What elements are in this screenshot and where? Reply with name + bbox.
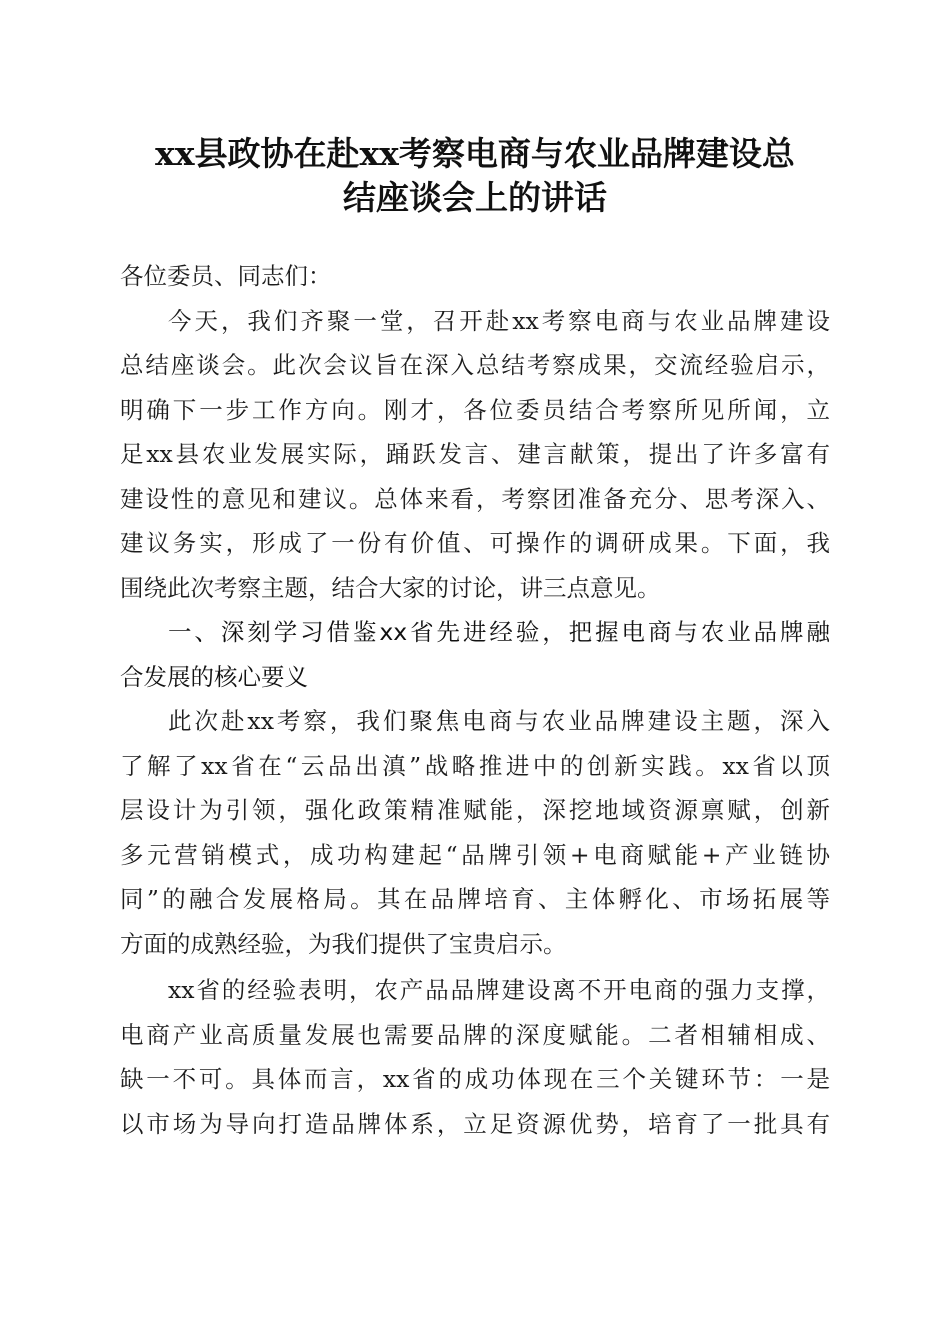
paragraph-line: 多元营销模式，成功构建起“品牌引领+电商赋能+产业链协 bbox=[120, 840, 830, 869]
title-line-1: xx县政协在赴xx考察电商与农业品牌建设总 bbox=[155, 134, 795, 173]
document-title bbox=[110, 132, 840, 220]
document-body bbox=[120, 254, 830, 1146]
paragraph-line: xx省的经验表明，农产品品牌建设离不开电商的强力支撑， bbox=[168, 976, 830, 1004]
section-heading-1 bbox=[120, 610, 830, 699]
paragraph-line: 层设计为引领，强化政策精准赋能，深挖地域资源禀赋，创新 bbox=[120, 796, 830, 824]
paragraph-line: 方面的成熟经验，为我们提供了宝贵启示。 bbox=[120, 929, 567, 958]
paragraph-line: 了解了xx省在“云品出滇”战略推进中的创新实践。xx省以顶 bbox=[120, 751, 830, 780]
paragraph-2 bbox=[120, 699, 830, 966]
paragraph-line: 围绕此次考察主题，结合大家的讨论，讲三点意见。 bbox=[120, 573, 661, 602]
paragraph-line: 以市场为导向打造品牌体系，立足资源优势，培育了一批具有 bbox=[120, 1109, 830, 1138]
paragraph-line: 足xx县农业发展实际，踊跃发言、建言献策，提出了许多富有 bbox=[120, 440, 830, 468]
paragraph-1 bbox=[120, 299, 830, 611]
paragraph-line: 总结座谈会。此次会议旨在深入总结考察成果，交流经验启示， bbox=[120, 351, 830, 379]
paragraph-line: 此次赴xx考察，我们聚焦电商与农业品牌建设主题，深入 bbox=[168, 707, 830, 735]
paragraph-line: 今天，我们齐聚一堂，召开赴xx考察电商与农业品牌建设 bbox=[168, 306, 830, 335]
heading-line: 一、深刻学习借鉴xx省先进经验，把握电商与农业品牌融 bbox=[168, 618, 830, 646]
heading-line: 合发展的核心要义 bbox=[120, 662, 308, 691]
salutation: 各位委员、同志们： bbox=[120, 262, 332, 290]
paragraph-line: 同”的融合发展格局。其在品牌培育、主体孵化、市场拓展等 bbox=[120, 885, 830, 913]
paragraph-line: 建议务实，形成了一份有价值、可操作的调研成果。下面，我 bbox=[120, 529, 830, 557]
paragraph-line: 电商产业高质量发展也需要品牌的深度赋能。二者相辅相成、 bbox=[120, 1020, 830, 1049]
title-line-2: 结座谈会上的讲话 bbox=[343, 178, 607, 217]
paragraph-3 bbox=[120, 968, 830, 1146]
paragraph-line: 明确下一步工作方向。刚才，各位委员结合考察所见所闻，立 bbox=[120, 395, 830, 424]
paragraph-line: 缺一不可。具体而言，xx省的成功体现在三个关键环节：一是 bbox=[120, 1065, 830, 1093]
paragraph-line: 建设性的意见和建议。总体来看，考察团准备充分、思考深入、 bbox=[120, 484, 830, 513]
